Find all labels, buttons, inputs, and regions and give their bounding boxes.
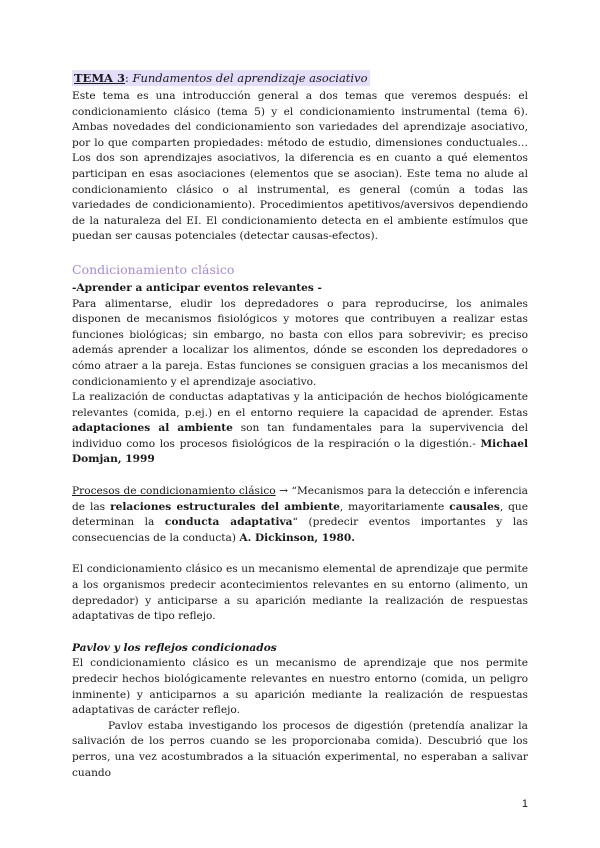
- underlined-term: Procesos de condicionamiento clásico: [72, 485, 276, 498]
- citation-author: A. Dickinson, 1980.: [239, 531, 355, 544]
- text-span: son tan fundamentales para la supervivencia del individuo como los procesos fisiológicos de la respiración o la digestión.-: [72, 422, 528, 450]
- text-span: La realización de conductas adaptativas y la anticipación de hechos biológicamente relevantes (comida, p.ej.) en el entorno requiere la capacidad de aprender. Estas: [72, 391, 528, 419]
- header-separator: :: [124, 71, 129, 85]
- paragraph-adaptive: [72, 390, 528, 468]
- paragraph-functions: Para alimentarse, eludir los depredadores o para reproducirse, los animales disponen de mecanismos fisiológicos y motores que contribuyen a realizar estas funciones biológicas; sin embargo, no basta con ellos para sobrevivir; es preciso además aprender a localizar los alimentos, dónde se esconden los depredadores o cómo atraer a la pareja. Estas funciones se consiguen gracias a los mecanismos del condicionamiento y el aprendizaje asociativo.: [72, 297, 528, 388]
- citation-author: Michael Domjan, 1999: [72, 437, 528, 466]
- bold-term: causales: [449, 500, 500, 513]
- document-header: [72, 70, 528, 86]
- text-span: , que determinan la: [72, 500, 528, 529]
- section-title-condicionamiento: Condicionamiento clásico: [72, 261, 235, 277]
- page-number: 1: [521, 798, 528, 810]
- bold-term: relaciones estructurales del ambiente: [110, 500, 340, 513]
- spacer: [72, 625, 528, 641]
- paragraph-processes: [72, 484, 528, 546]
- topic-title: Fundamentos del aprendizaje asociativo: [132, 71, 368, 85]
- text-span: “ (predecir eventos importantes y las consecuencias de la conducta): [72, 516, 528, 544]
- header-highlight: [72, 70, 370, 86]
- paragraph-pavlov-intro: El condicionamiento clásico es un mecanismo de aprendizaje que nos permite predecir hechos biológicamente relevantes en nuestro entorno (comida, un peligro inminente) y anticiparnos a su aparición mediante la realización de respuestas adaptativas de carácter reflejo.: [72, 657, 528, 717]
- spacer: [72, 546, 528, 562]
- bold-term: adaptaciones al ambiente: [72, 422, 233, 435]
- arrow-icon: →: [275, 485, 292, 498]
- spacer: [72, 468, 528, 484]
- text-span: “Mecanismos para la detección e inferencia de las: [72, 485, 528, 513]
- topic-number: TEMA 3: [74, 71, 125, 85]
- section-subheading: -Aprender a anticipar eventos relevantes -: [72, 281, 322, 294]
- paragraph-mechanism: El condicionamiento clásico es un mecanismo elemental de aprendizaje que permite a los organismos predecir acontecimientos relevantes en su entorno (alimento, un depredador) y anticiparse a su aparición mediante la realización de respuestas adaptativas de tipo reflejo.: [72, 563, 528, 623]
- text-span: , mayoritariamente: [339, 500, 450, 513]
- pavlov-heading: Pavlov y los reflejos condicionados: [72, 641, 277, 654]
- paragraph-pavlov-digestion: Pavlov estaba investigando los procesos de digestión (pretendía analizar la salivación de los perros cuando se les proporcionaba comida). Descubrió que los perros, una vez acostumbrados a la situación experimental, no esperaban a salivar cuando: [72, 719, 528, 779]
- intro-paragraph: Este tema es una introducción general a dos temas que veremos después: el condicionamiento clásico (tema 5) y el condicionamiento instrumental (tema 6). Ambas novedades del condicionamiento son variedades del aprendizaje asociativo, por lo que comparten propiedades: método de estudio, dimensiones conductuales… Los dos son aprendizajes asociativos, la diferencia es en cuanto a qué elementos participan en esas asociaciones (elementos que se asocian). Este tema no alude al condicionamiento clásico o al instrumental, es general (común a todas las variedades de condicionamiento). Procedimientos apetitivos/aversivos dependiendo de la naturaleza del EI. El condicionamiento detecta en el ambiente estímulos que puedan ser causas potenciales (detectar causas-efectos).: [72, 90, 528, 243]
- bold-term: conducta adaptativa: [164, 516, 293, 529]
